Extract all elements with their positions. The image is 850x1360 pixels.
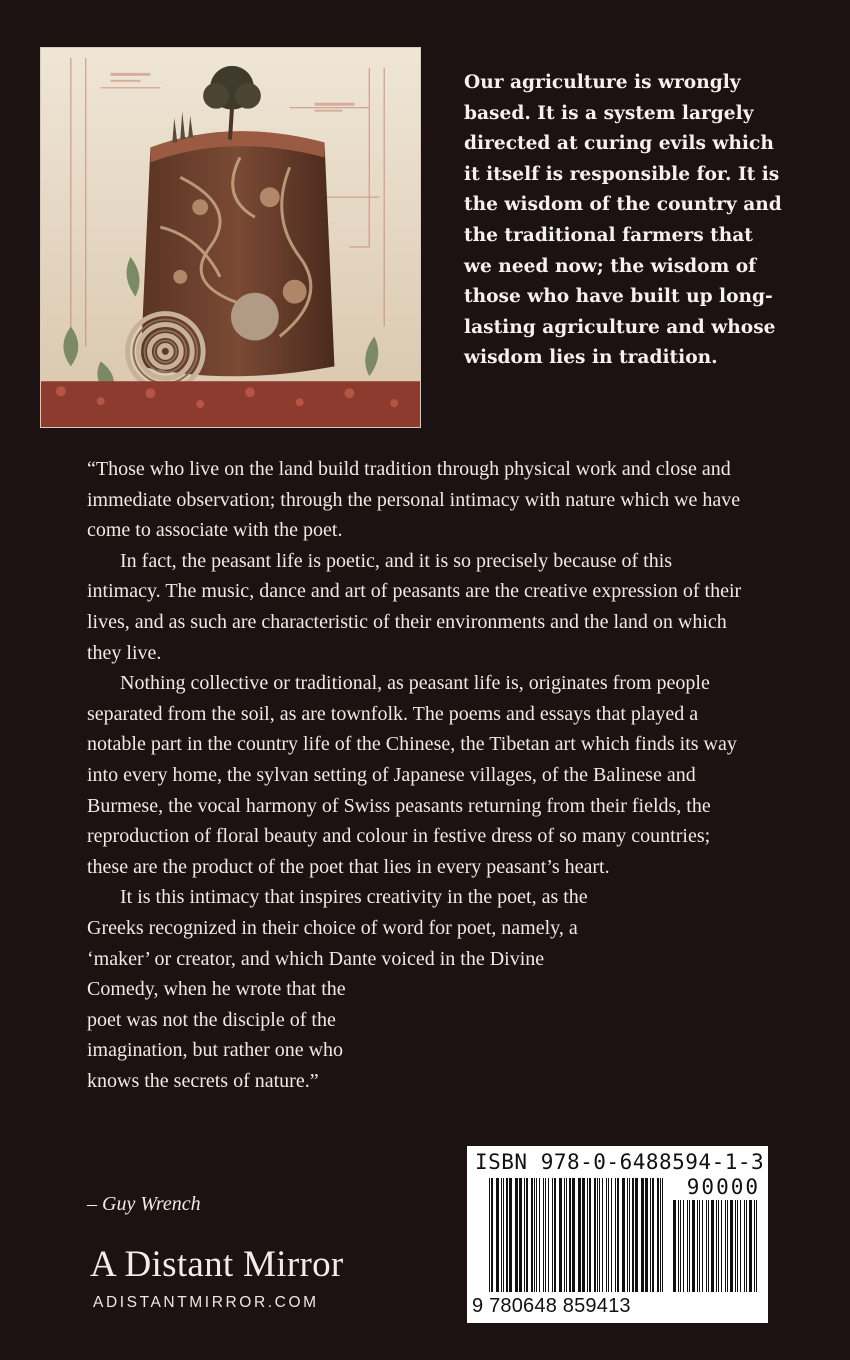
barcode-bar	[519, 1178, 522, 1292]
barcode-bar	[552, 1178, 553, 1292]
barcode-addon-bar	[683, 1200, 684, 1292]
barcode-bar	[559, 1178, 562, 1292]
barcode-bar	[597, 1178, 598, 1292]
paragraph-3: Nothing collective or traditional, as peasant life is, originates from people separated from the soil, as are townfolk. The poems and essays that played a notable part in the country life of the Chinese, the Tibetan art which finds its way into every home, the sylvan setting of Japanese villages, of the Balinese and Burmese, the vocal harmony of Swiss peasants returning from their fields, the reproduction of floral beauty and colour in festive dress of so many countries; these are the product of the poet that lies in every peasant’s heart.	[87, 672, 737, 878]
paragraph-4-line-6: imagination, but rather one who	[87, 1039, 344, 1062]
barcode-bar	[496, 1178, 499, 1292]
barcode-bar	[582, 1178, 585, 1292]
barcode-addon-bar	[737, 1200, 738, 1292]
paragraph-4-line-1: It is this intimacy that inspires creativity in the poet, as the	[120, 886, 588, 909]
barcode-addon-bar	[702, 1200, 703, 1292]
barcode-bar	[545, 1178, 546, 1292]
barcode-bar	[569, 1178, 571, 1292]
barcode-bar	[611, 1178, 612, 1292]
paragraph-2: In fact, the peasant life is poetic, and it is so precisely because of this intimacy. The music, dance and art of peasants are the creative expression of their lives, and as such are characteristic of their environments and the land on which they live.	[87, 549, 742, 664]
barcode-bar	[491, 1178, 493, 1292]
barcode-addon-bar	[687, 1200, 688, 1292]
barcode-bar	[615, 1178, 616, 1292]
barcode-bar	[566, 1178, 567, 1292]
barcode-addon-bar	[673, 1200, 676, 1292]
soil-cross-section-illustration	[41, 48, 420, 427]
barcode-addon-bar	[692, 1200, 695, 1292]
barcode-addon-bar	[749, 1200, 752, 1292]
barcode-bar	[629, 1178, 630, 1292]
paragraph-4-line-5: poet was not the disciple of the	[87, 1008, 336, 1031]
barcode-bar	[594, 1178, 596, 1292]
barcode-addon-bar	[754, 1200, 755, 1292]
paragraph-4-line-4: Comedy, when he wrote that the	[87, 978, 346, 1001]
barcode-bar	[652, 1178, 654, 1292]
barcode-bar	[606, 1178, 607, 1292]
barcode-bar	[602, 1178, 603, 1292]
barcode-addon-bar	[730, 1200, 733, 1292]
barcode-bar	[543, 1178, 544, 1292]
barcode-bar	[662, 1178, 663, 1292]
barcode-bar	[627, 1178, 628, 1292]
barcode-addon-bar	[744, 1200, 745, 1292]
barcode-bar	[531, 1178, 533, 1292]
barcode-bar	[564, 1178, 565, 1292]
paragraph-4-line-7: knows the secrets of nature.”	[87, 1069, 319, 1092]
price-code: 90000	[686, 1175, 760, 1199]
barcode-bar	[578, 1178, 581, 1292]
barcode-addon-bar	[689, 1200, 690, 1292]
barcode-bar	[534, 1178, 535, 1292]
barcode-bar	[536, 1178, 537, 1292]
barcode-bar	[506, 1178, 508, 1292]
barcode-bar	[503, 1178, 504, 1292]
barcode-bar	[587, 1178, 588, 1292]
quote-attribution: – Guy Wrench	[87, 1193, 201, 1215]
isbn-label: ISBN 978-0-6488594-1-3	[475, 1150, 765, 1174]
publisher-logo: A Distant Mirror	[90, 1244, 344, 1285]
paragraph-4-line-2: Greeks recognized in their choice of word for poet, namely, a	[87, 916, 578, 939]
barcode-addon-bar	[746, 1200, 747, 1292]
barcode-bar	[660, 1178, 661, 1292]
barcode-addon-bar	[727, 1200, 728, 1292]
barcode-addon-bar	[721, 1200, 722, 1292]
barcode-bar	[509, 1178, 512, 1292]
paragraph-1: “Those who live on the land build tradition through physical work and close and immediate observation; through the personal intimacy with nature which we have come to associate with the poet.	[87, 458, 741, 542]
barcode-addon-bar	[708, 1200, 709, 1292]
barcode-addon-bar	[716, 1200, 717, 1292]
barcode-bar	[622, 1178, 625, 1292]
back-cover-text	[87, 454, 747, 1096]
barcode-addon-bar	[706, 1200, 707, 1292]
barcode-addon-bar	[725, 1200, 726, 1292]
barcode-addon-bar	[711, 1200, 714, 1292]
publisher-url: ADISTANTMIRROR.COM	[93, 1294, 319, 1311]
barcode-bar	[632, 1178, 634, 1292]
isbn-digits: 9 780648 859413	[472, 1295, 631, 1317]
barcode-bar	[589, 1178, 591, 1292]
paragraph-4-line-3: ‘maker’ or creator, and which Dante voiced in the Divine	[87, 947, 545, 970]
barcode-bar	[617, 1178, 619, 1292]
barcode-bar	[501, 1178, 502, 1292]
barcode-bar	[539, 1178, 540, 1292]
barcode-addon-bar	[740, 1200, 741, 1292]
barcode-addon-bar	[680, 1200, 681, 1292]
barcode-bar	[515, 1178, 518, 1292]
barcode-bar	[526, 1178, 528, 1292]
barcode-addon-bar	[718, 1200, 719, 1292]
barcode-bar	[599, 1178, 600, 1292]
barcode-addon-bar	[678, 1200, 679, 1292]
barcode-bar	[548, 1178, 549, 1292]
barcode-bar	[554, 1178, 556, 1292]
cover-illustration	[40, 47, 421, 428]
barcode-bar	[572, 1178, 575, 1292]
barcode-addon-bar	[756, 1200, 757, 1292]
barcode-bar	[641, 1178, 644, 1292]
barcode-addon-bar	[699, 1200, 700, 1292]
barcode-bar	[635, 1178, 638, 1292]
barcode-bar	[608, 1178, 609, 1292]
isbn-barcode	[467, 1146, 768, 1323]
barcode-bar	[524, 1178, 525, 1292]
barcode-bar	[650, 1178, 651, 1292]
pull-quote: Our agriculture is wrongly based. It is a system largely directed at curing evils which it itself is responsible for. It is the wisdom of the country and the traditional farmers that we need now; the wisdom of those who have built up long-lasting agriculture and whose wisdom lies in tradition.	[464, 72, 782, 369]
barcode-bar	[489, 1178, 490, 1292]
barcode-addon-bar	[697, 1200, 698, 1292]
barcode-bar	[645, 1178, 648, 1292]
barcode-bar	[657, 1178, 659, 1292]
barcode-addon-bar	[735, 1200, 736, 1292]
